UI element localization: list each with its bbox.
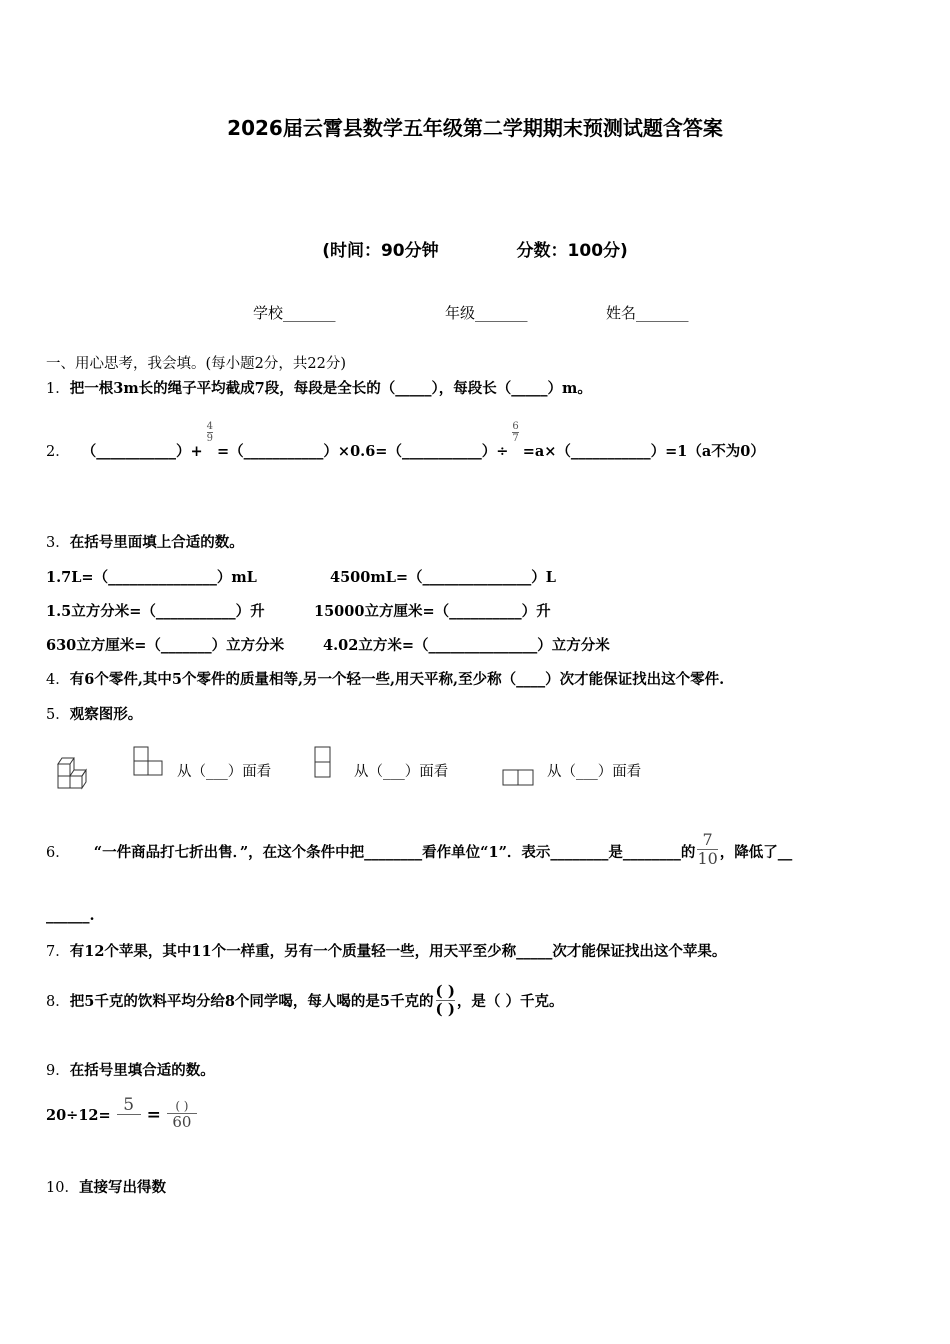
fraction-denominator: 10: [697, 848, 718, 868]
question-text: 把5千克的饮料平均分给8个同学喝，每人喝的是5千克的: [69, 992, 434, 1010]
question-number: 5．: [46, 707, 70, 723]
q2-part2: =（___________）×0.6=（___________）÷: [217, 442, 509, 460]
name-field: 姓名_______: [606, 304, 689, 322]
question-6-continued: ______.: [46, 907, 95, 924]
fraction-numerator: 5: [123, 1094, 135, 1115]
question-number: 6．: [46, 844, 70, 861]
school-field: 学校_______: [253, 304, 336, 322]
question-text: 有6个零件,其中5个零件的质量相等,另一个轻一些,用天平称,至少称（____）次才能保证找出这个零件.: [69, 671, 725, 688]
fraction-6-7: [512, 421, 518, 444]
question-1: [46, 377, 592, 398]
question-number: 4．: [46, 672, 70, 688]
fraction-4-9: [207, 421, 213, 444]
fraction-5-blank: [117, 1096, 141, 1135]
q3-row1-b: 4500mL=（_______________）L: [330, 569, 556, 586]
q9-expr: 20÷12=: [46, 1106, 111, 1124]
fraction-numerator: 4: [206, 420, 214, 432]
fraction-denominator: 60: [172, 1112, 192, 1131]
q2-part1: （___________）+: [81, 442, 203, 460]
question-text: 观察图形。: [69, 706, 143, 723]
question-2: [46, 420, 765, 480]
fraction-7-10: [697, 831, 717, 867]
fraction-numerator: ( ): [435, 982, 455, 1000]
view-label-2: 从（___）面看: [354, 764, 449, 780]
question-number: 8．: [46, 993, 70, 1010]
fraction-numerator: 6: [512, 420, 519, 432]
question-5: [46, 703, 142, 724]
exam-subtitle: [0, 236, 950, 261]
question-number: 1．: [46, 381, 70, 397]
fraction-denominator: 9: [206, 432, 214, 444]
view-label-3: 从（___）面看: [547, 764, 642, 780]
fraction-blank-60: [167, 1100, 197, 1131]
view-label-1: 从（___）面看: [177, 764, 272, 780]
fraction-numerator: 7: [702, 829, 713, 849]
fraction-denominator: ( ): [435, 999, 455, 1018]
grade-field: 年级_______: [445, 304, 528, 322]
question-text: 有12个苹果，其中11个一样重，另有一个质量轻一些，用天平至少称_____次才能保证找出这个苹果。: [69, 943, 727, 960]
q3-row2-b: 15000立方厘米=（__________）升: [314, 603, 551, 620]
q3-row2-a: 1.5立方分米=（___________）升: [46, 603, 265, 620]
question-number: 10．: [46, 1180, 79, 1196]
q9-expression: [46, 1087, 203, 1143]
question-number: 2．: [46, 443, 70, 460]
question-text: 直接写出得数: [78, 1179, 166, 1196]
question-text: 把一根3m长的绳子平均截成7段，每段是全长的（_____），每段长（_____）m。: [69, 380, 592, 397]
question-6: [46, 815, 792, 887]
q9-equals: =: [146, 1105, 161, 1125]
q3-row3-a: 630立方厘米=（_______）立方分米: [46, 637, 285, 654]
question-3: [46, 531, 244, 552]
question-4: [46, 668, 724, 689]
q2-part3: =a×（___________）=1（a不为0）: [522, 442, 765, 460]
view-shape-2: [313, 745, 333, 779]
question-tail: ，是（ ）千克。: [456, 992, 564, 1010]
question-number: 7．: [46, 944, 70, 960]
view-shape-3: [501, 768, 535, 788]
score-label: 分数：100分): [516, 241, 628, 261]
fraction-denominator: 7: [512, 432, 519, 444]
question-7: [46, 940, 726, 961]
fraction-blank: [436, 983, 455, 1017]
page-title: 2026届云霄县数学五年级第二学期期末预测试题含答案: [227, 116, 723, 140]
time-label: (时间：90分钟: [322, 241, 439, 261]
question-8: [46, 968, 563, 1032]
question-tail: ，降低了__: [719, 843, 793, 861]
q3-row3-b: 4.02立方米=（_______________）立方分米: [323, 637, 610, 654]
section-heading: 一、用心思考，我会填。(每小题2分，共22分): [46, 356, 346, 372]
question-10: [46, 1176, 166, 1197]
fraction-bar: [117, 1114, 141, 1115]
question-text: 在括号里面填上合适的数。: [69, 534, 244, 551]
question-text: “一件商品打七折出售．”，在这个条件中把________看作单位“1”．表示________是________的: [93, 843, 696, 861]
view-shape-1: [132, 745, 166, 777]
cube-stack-figure: [54, 752, 96, 790]
question-number: 3．: [46, 535, 70, 551]
question-text: 在括号里填合适的数。: [69, 1062, 215, 1079]
question-number: 9．: [46, 1063, 70, 1079]
question-9: [46, 1059, 215, 1080]
fraction-numerator: ( ): [175, 1098, 189, 1113]
q3-row1-a: 1.7L=（_______________）mL: [46, 569, 257, 586]
